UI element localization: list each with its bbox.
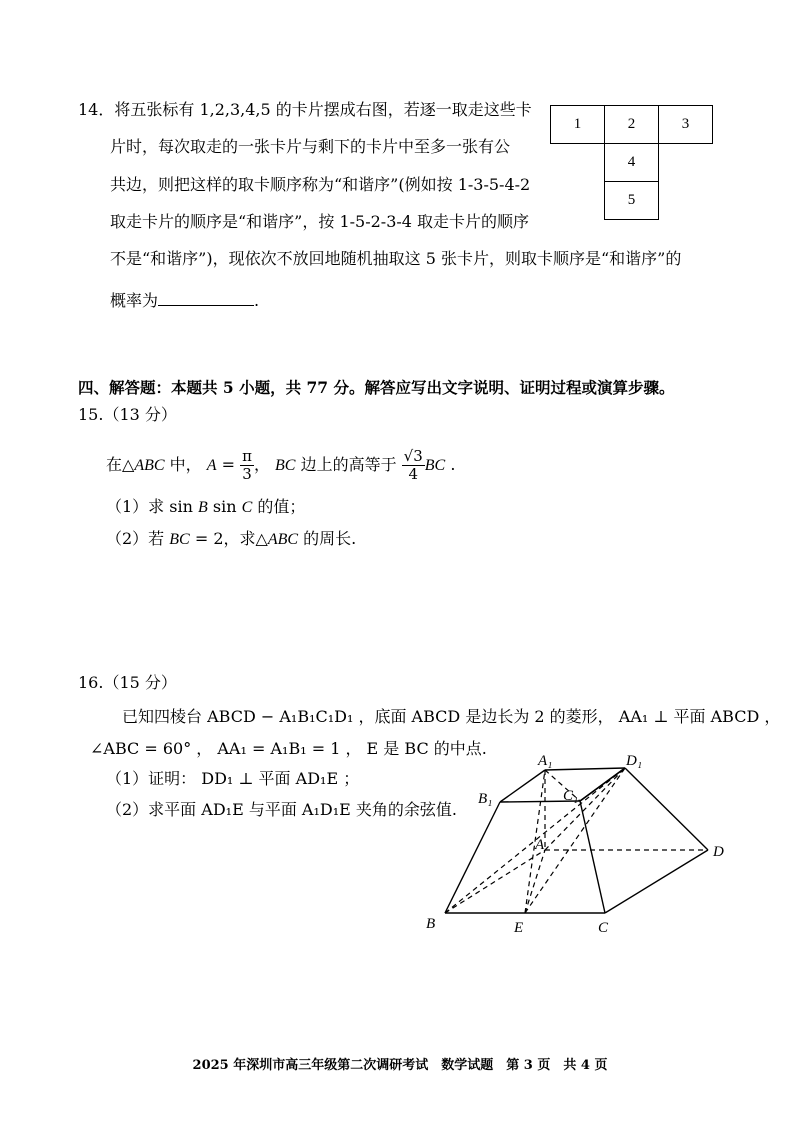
q16-line-1: 已知四棱台 ABCD − A₁B₁C₁D₁ ，底面 ABCD 是边长为 2 的菱形， AA₁ ⊥ 平面 ABCD ， — [122, 707, 781, 726]
q15-side-BC: BC — [169, 531, 190, 548]
label-B1: B₁ — [478, 791, 493, 807]
q15-side-BC: BC — [424, 457, 446, 474]
q15-stem-text: . — [445, 455, 456, 474]
q15-stem-text: ， — [253, 455, 276, 474]
label-A1: A₁ — [538, 753, 553, 769]
q14-line-3: 共边，则把这样的取卡顺序称为“和谐序”(例如按 1-3-5-4-2 — [110, 175, 531, 194]
q15-part1-text: sin — [207, 497, 242, 516]
q15-part2-text: （2）若 — [106, 529, 170, 548]
q15-part2-text: = 2，求△ — [189, 529, 268, 548]
label-D1: D₁ — [626, 753, 643, 769]
q14-period: . — [254, 291, 260, 310]
edge-CD — [605, 850, 708, 913]
label-D: D — [713, 844, 724, 860]
q15-part1-text: （1）求 sin — [106, 497, 198, 516]
edge-A1D1 — [545, 768, 625, 770]
q16-number: 16.（15 分） — [78, 673, 177, 692]
card-3: 3 — [658, 105, 713, 144]
edge-DD1 — [625, 768, 708, 850]
label-E: E — [514, 920, 524, 936]
q14-line-4: 取走卡片的顺序是“和谐序”，按 1-5-2-3-4 取走卡片的顺序 — [110, 212, 530, 231]
section-heading: 四、解答题：本题共 5 小题，共 77 分。解答应写出文字说明、证明过程或演算步骤。 — [78, 378, 675, 397]
page-footer: 2025 年深圳市高三年级第二次调研考试 数学试题 第 3 页 共 4 页 — [192, 1058, 608, 1073]
q15-angle-A: A — [206, 457, 217, 474]
label-B: B — [426, 916, 436, 932]
q15-angle-C: C — [241, 499, 253, 516]
edge-CC1 — [580, 801, 605, 913]
q14-line-1: 14．将五张标有 1,2,3,4,5 的卡片摆成右图，若逐一取走这些卡 — [78, 100, 532, 119]
edge-B1A1 — [500, 770, 545, 802]
q16-part-1: （1）证明： DD₁ ⊥ 平面 AD₁E ； — [106, 769, 360, 788]
q14-line-5: 不是“和谐序”)，现依次不放回地随机抽取这 5 张卡片，则取卡顺序是“和谐序”的 — [110, 249, 682, 268]
fraction-denominator: 3 — [242, 465, 252, 483]
q15-stem-text: 边上的高等于 — [295, 455, 402, 474]
q15-stem-text: 在△ — [106, 455, 135, 474]
q14-probability-label: 概率为 — [110, 291, 159, 310]
q15-part2-text: 的周长. — [298, 529, 357, 548]
fraction-numerator: √3 — [403, 447, 423, 465]
q16-line-2: ∠ABC = 60° ， AA₁ = A₁B₁ = 1 ， E 是 BC 的中点. — [90, 739, 487, 758]
label-A: A — [535, 837, 545, 853]
segment-EA — [525, 850, 545, 913]
card-4: 4 — [604, 143, 659, 182]
q15-angle-B: B — [198, 499, 208, 516]
q16-part-2: （2）求平面 AD₁E 与平面 A₁D₁E 夹角的余弦值. — [106, 800, 457, 819]
fraction-denominator: 4 — [408, 465, 418, 483]
q15-number: 15.（13 分） — [78, 405, 177, 424]
card-1: 1 — [550, 105, 605, 144]
edge-C1D1-top — [580, 768, 625, 801]
q15-triangle-name: ABC — [134, 457, 165, 474]
q15-part1-text: 的值； — [252, 497, 306, 516]
q14-line-2: 片时，每次取走的一张卡片与剩下的卡片中至多一张有公 — [110, 137, 511, 156]
edge-BB1 — [445, 802, 500, 913]
q15-side-BC: BC — [275, 457, 296, 474]
card-5: 5 — [604, 181, 659, 220]
label-C1: C₁ — [563, 788, 579, 804]
fraction-numerator: π — [242, 447, 252, 465]
card-2: 2 — [604, 105, 659, 144]
label-C: C — [598, 920, 609, 936]
q15-equals: = — [216, 455, 241, 474]
q15-triangle-name: ABC — [267, 531, 299, 548]
q15-stem-text: 中， — [164, 455, 207, 474]
segment-AD1 — [545, 768, 625, 850]
